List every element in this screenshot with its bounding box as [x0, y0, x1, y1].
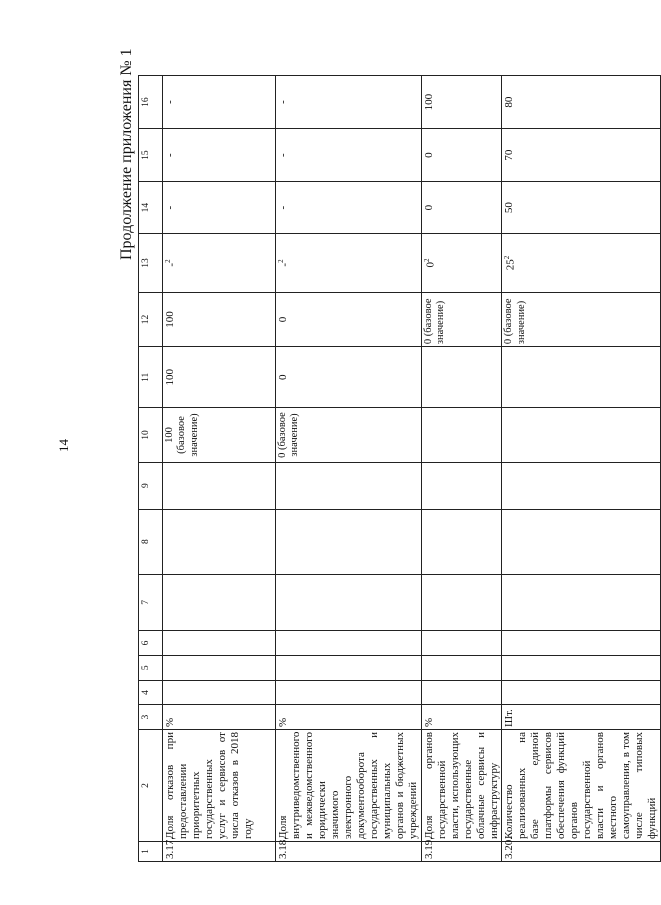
value-cell: 100: [163, 347, 276, 408]
value-cell: -: [163, 129, 276, 182]
header-cell: 12: [139, 292, 163, 346]
header-cell: 15: [139, 129, 163, 182]
value-cell: -: [276, 182, 422, 234]
table-row: [163, 76, 276, 862]
empty-cell: [502, 680, 661, 705]
value-cell: [502, 408, 661, 462]
value-cell: [421, 408, 502, 462]
value-text: -: [165, 262, 178, 267]
value-cell: [163, 234, 276, 293]
value-text: 0: [424, 261, 437, 268]
empty-cell: [163, 574, 276, 631]
empty-cell: [163, 655, 276, 680]
value-cell: [421, 347, 502, 408]
value-cell: [502, 347, 661, 408]
value-cell: 0 (базовое значение): [502, 292, 661, 346]
header-cell: 10: [139, 408, 163, 462]
header-cell: 9: [139, 462, 163, 509]
value-text: -: [278, 262, 291, 267]
header-cell: 8: [139, 509, 163, 574]
empty-cell: [421, 462, 502, 509]
empty-cell: [276, 680, 422, 705]
table-continuation-caption: Продолжение приложения № 1: [118, 48, 135, 260]
header-cell: 11: [139, 347, 163, 408]
indicators-table: [138, 75, 661, 862]
table-row: [502, 76, 661, 862]
indicators-table-rotated: [138, 75, 659, 862]
header-cell: 2: [139, 730, 163, 842]
value-cell: 0: [276, 347, 422, 408]
value-cell: 100 (базовое значение): [163, 408, 276, 462]
unit-cell: Шт.: [502, 705, 661, 730]
empty-cell: [163, 462, 276, 509]
empty-cell: [276, 509, 422, 574]
value-cell: [502, 234, 661, 293]
unit-cell: %: [163, 705, 276, 730]
empty-cell: [276, 655, 422, 680]
footnote-mark: 2: [503, 255, 512, 260]
header-cell: 16: [139, 76, 163, 129]
value-cell: -: [276, 76, 422, 129]
value-cell: 50: [502, 182, 661, 234]
header-cell: 7: [139, 574, 163, 631]
value-cell: 80: [502, 76, 661, 129]
empty-cell: [276, 631, 422, 656]
empty-cell: [502, 655, 661, 680]
empty-cell: [276, 574, 422, 631]
table-row: [421, 76, 502, 862]
empty-cell: [276, 462, 422, 509]
table-row: [276, 76, 422, 862]
row-number: 3.19.: [421, 841, 502, 861]
value-cell: 100: [163, 292, 276, 346]
empty-cell: [421, 631, 502, 656]
header-cell: 14: [139, 182, 163, 234]
empty-cell: [502, 462, 661, 509]
header-cell: 3: [139, 705, 163, 730]
empty-cell: [163, 631, 276, 656]
header-cell: 1: [139, 841, 163, 861]
value-cell: 0 (базовое значение): [276, 408, 422, 462]
empty-cell: [421, 655, 502, 680]
footnote-mark: 2: [164, 259, 172, 263]
empty-cell: [421, 680, 502, 705]
value-cell: 100: [421, 76, 502, 129]
indicator-name: Доля органов государственной власти, использующих государственные облачные сервисы и инфраструктуру: [421, 730, 502, 842]
value-cell: 0: [276, 292, 422, 346]
value-cell: 0: [421, 182, 502, 234]
value-cell: -: [163, 182, 276, 234]
indicator-name: Количество реализованных на базе единой платформы сервисов обеспечения функций органов государственной власти и органов местного самоуправления, в том числе типовых функций: [502, 730, 661, 842]
value-cell: 70: [502, 129, 661, 182]
row-number: 3.17.: [163, 841, 276, 861]
header-cell: 13: [139, 234, 163, 293]
empty-cell: [502, 574, 661, 631]
indicator-name: Доля отказов при предоставлении приоритетных государственных услуг и сервисов от числа отказов в 2018 году: [163, 730, 276, 842]
unit-cell: %: [276, 705, 422, 730]
header-cell: 5: [139, 655, 163, 680]
unit-cell: %: [421, 705, 502, 730]
header-cell: 4: [139, 680, 163, 705]
value-cell: 0: [421, 129, 502, 182]
footnote-mark: 2: [277, 259, 285, 263]
empty-cell: [502, 631, 661, 656]
empty-cell: [421, 574, 502, 631]
value-cell: -: [163, 76, 276, 129]
row-number: 3.20.: [502, 841, 661, 861]
empty-cell: [502, 509, 661, 574]
row-number: 3.18.: [276, 841, 422, 861]
indicator-name: Доля внутриведомственного и межведомственного юридически значимого электронного документооборота государственных и муниципальных органов и бюджетных учреждений: [276, 730, 422, 842]
empty-cell: [163, 509, 276, 574]
footnote-mark: 2: [422, 258, 431, 262]
value-cell: 0 (базовое значение): [421, 292, 502, 346]
value-cell: -: [276, 129, 422, 182]
header-cell: 6: [139, 631, 163, 656]
page-number: 14: [56, 439, 71, 452]
empty-cell: [421, 509, 502, 574]
header-row: [139, 76, 163, 862]
empty-cell: [163, 680, 276, 705]
value-cell: [276, 234, 422, 293]
value-text: 25: [505, 259, 518, 271]
value-cell: [421, 234, 502, 293]
